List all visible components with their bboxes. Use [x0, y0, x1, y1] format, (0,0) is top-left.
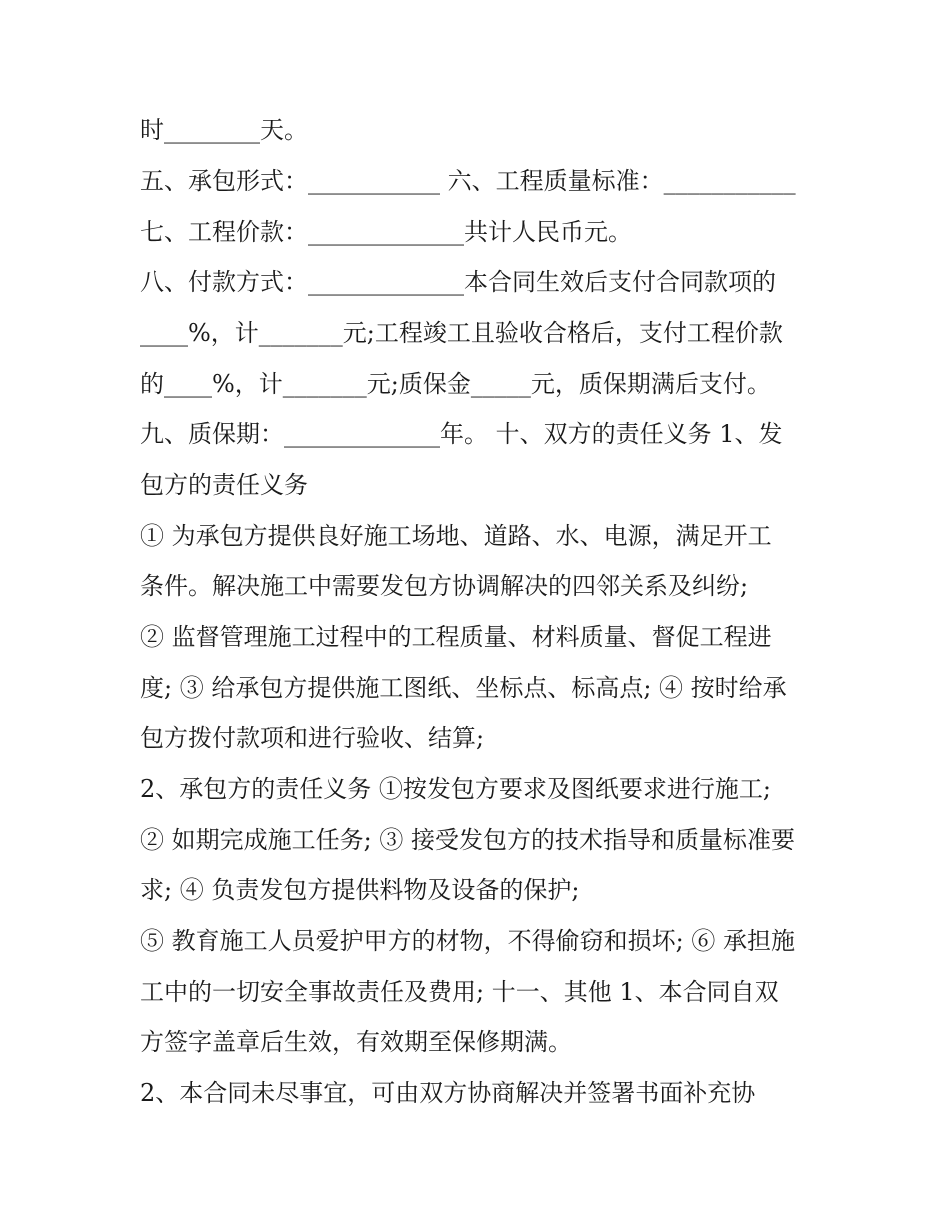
- text-line: 2、承包方的责任义务 ①按发包方要求及图纸要求进行施工;: [140, 775, 771, 803]
- text-line: ② 监督管理施工过程中的工程质量、材料质量、督促工程进: [140, 623, 772, 651]
- text-line: ② 如期完成施工任务; ③ 接受发包方的技术指导和质量标准要: [140, 826, 795, 854]
- text-line: 的____%，计_______元;质保金_____元，质保期满后支付。: [140, 370, 771, 398]
- text-line: ____%，计_______元;工程竣工且验收合格后，支付工程价款: [140, 319, 783, 347]
- text-line: 方签字盖章后生效，有效期至保修期满。: [140, 1028, 572, 1056]
- text-line: 度; ③ 给承包方提供施工图纸、坐标点、标高点; ④ 按时给承: [140, 674, 787, 702]
- text-line: 时________天。: [140, 116, 308, 144]
- text-line: 求; ④ 负责发包方提供料物及设备的保护;: [140, 876, 580, 904]
- text-line: ⑤ 教育施工人员爱护甲方的材物，不得偷窃和损坏; ⑥ 承担施: [140, 927, 795, 955]
- text-line: 五、承包形式：___________ 六、工程质量标准：___________: [140, 167, 796, 195]
- text-line: 七、工程价款：_____________共计人民币元。: [140, 218, 632, 246]
- text-line: 包方拨付款项和进行验收、结算;: [140, 724, 485, 752]
- text-line: 包方的责任义务: [140, 471, 308, 499]
- text-line: ① 为承包方提供良好施工场地、道路、水、电源，满足开工: [140, 522, 772, 550]
- text-line: 八、付款方式：_____________本合同生效后支付合同款项的: [140, 268, 776, 296]
- text-line: 2、本合同未尽事宜，可由双方协商解决并签署书面补充协: [140, 1079, 756, 1107]
- text-line: 九、质保期：_____________年。 十、双方的责任义务 1、发: [140, 420, 783, 448]
- text-line: 工中的一切安全事故责任及费用; 十一、其他 1、本合同自双: [140, 978, 779, 1006]
- text-line: 条件。解决施工中需要发包方协调解决的四邻关系及纠纷;: [140, 572, 749, 600]
